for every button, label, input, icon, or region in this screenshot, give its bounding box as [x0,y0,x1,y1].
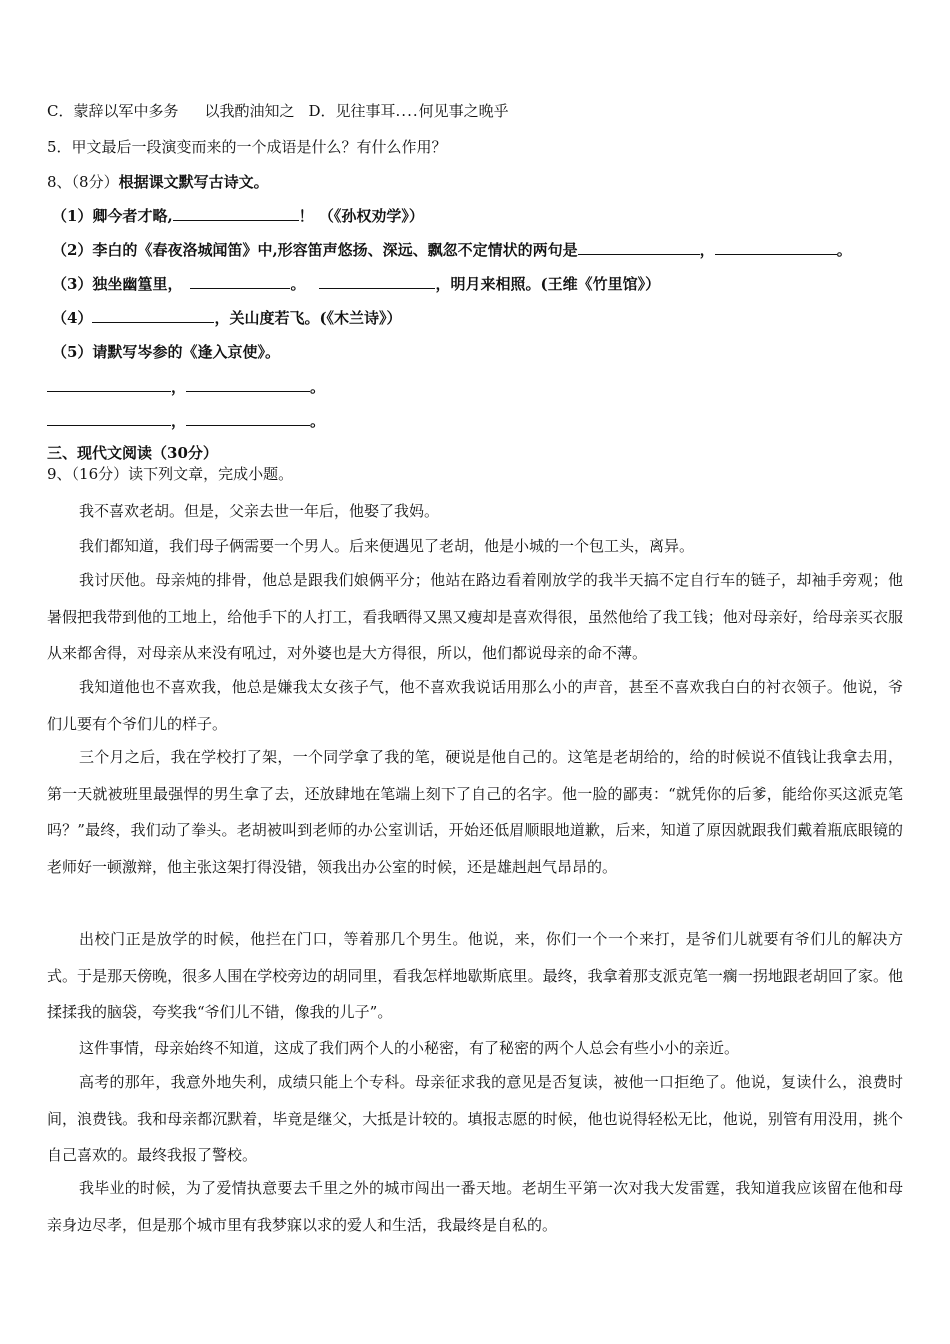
blank-end: 。 [310,412,326,430]
answer-blank[interactable] [186,410,310,426]
answer-blank[interactable] [186,376,310,392]
q9-header: 9、（16分）读下列文章，完成小题。 [47,465,294,483]
q8-header-num: 8、（8分） [47,173,119,191]
article-paragraph: 高考的那年，我意外地失利，成绩只能上个专科。母亲征求我的意见是否复读，被他一口拒绝了。他说，复读什么，浪费时间，浪费钱。我和母亲都沉默着，毕竟是继父，大抵是计较的。填报志愿的时候，他也说得轻松无比，他说，别管有用没用，挑个自己喜欢的。最终我报了警校。 [47,1073,903,1164]
q8-item-5: （5）请默写岑参的《逢入京使》。 [52,343,280,361]
q4-option-c: C．蒙辞以军中多务 [47,102,179,120]
blank-sep: ， [171,378,187,396]
section-3-title: 三、现代文阅读（30分） [47,444,218,462]
article-paragraph: 三个月之后，我在学校打了架，一个同学拿了我的笔，硬说是他自己的。这笔是老胡给的，给的时候说不值钱让我拿去用，第一天就被班里最强悍的男生拿了去，还放肆地在笔端上刻下了自己的名字。他一脸的鄙夷：“就凭你的后爹，能给你买这派克笔吗？”最终，我们动了拳头。老胡被叫到老师的办公室训话，开始还低眉顺眼地道歉，后来，知道了原因就跟我们戴着瓶底眼镜的老师好一顿激辩，他主张这架打得没错，领我出办公室的时候，还是雄赳赳气昂昂的。 [47,748,903,876]
q4-option-d-rest: 何见事之晚乎 [418,102,509,120]
q8-header [47,172,269,192]
answer-blank[interactable] [92,307,214,323]
article-paragraph: 出校门正是放学的时候，他拦在门口，等着那几个男生。他说，来，你们一个一个来打，是爷们儿就要有爷们儿的解决方式。于是那天傍晚，很多人围在学校旁边的胡同里，看我怎样地歇斯底里。最终，我拿着那支派克笔一瘸一拐地跟老胡回了家。他揉揉我的脑袋，夸奖我“爷们儿不错，像我的儿子”。 [47,930,903,1021]
q8-item-4 [52,307,402,328]
answer-blank[interactable] [319,273,435,289]
q5-question: 5．甲文最后一段演变而来的一个成语是什么？有什么作用？ [47,138,447,156]
article-paragraph: 我讨厌他。母亲炖的排骨，他总是跟我们娘俩平分；他站在路边看着刚放学的我半天搞不定自行车的链子，却袖手旁观；他暑假把我带到他的工地上，给他手下的人打工，看我晒得又黑又瘦却是喜欢得很，虽然他给了我工钱；他对母亲好，给母亲买衣服从来都舍得，对母亲从来没有吼过，对外婆也是大方得很，所以，他们都说母亲的命不薄。 [47,571,903,662]
answer-blank[interactable] [578,239,700,255]
answer-blank[interactable] [190,273,290,289]
q4-option-c2: 以我酌油知之 [204,102,295,120]
q8-item2-sep: ， [699,241,715,259]
answer-blank[interactable] [173,205,299,221]
answer-blank[interactable] [715,239,837,255]
q8-item1-text-b: ！ （《孙权劝学》） [298,207,424,225]
article-paragraph: 我毕业的时候，为了爱情执意要去千里之外的城市闯出一番天地。老胡生平第一次对我大发雷霆，我知道我应该留在他和母亲身边尽孝，但是那个城市里有我梦寐以求的爱人和生活，我最终是自私的。 [47,1179,903,1234]
q8-item-2 [52,239,852,260]
q8-item4-text-b: ，关山度若飞。(《木兰诗》） [214,309,402,327]
answer-blank[interactable] [47,410,171,426]
q4-options-line [47,101,509,121]
q8-item4-text-a: （4） [52,309,93,327]
q8-item-1 [52,205,424,226]
q8-item3-text-b: ，明月来相照。(王维《竹里馆》） [435,275,661,293]
article-paragraph: 我们都知道，我们母子俩需要一个男人。后来便遇见了老胡，他是小城的一个包工头，离异。 [79,537,695,555]
q4-option-d-dots: .... [395,102,419,120]
q8-item3-text-a: （3）独坐幽篁里， [52,275,183,293]
q8-item-3 [52,273,660,294]
q8-header-text: 根据课文默写古诗文。 [118,173,269,191]
q8-item5-blank-line-1 [47,376,325,397]
q8-item3-mid: 。 [290,275,306,293]
answer-blank[interactable] [47,376,171,392]
q8-item5-blank-line-2 [47,410,325,431]
q4-option-d-label: D．见往事耳 [308,102,396,120]
blank-sep: ， [171,412,187,430]
article-paragraph: 我不喜欢老胡。但是，父亲去世一年后，他娶了我妈。 [79,502,440,520]
q8-item1-text-a: （1）卿今者才略, [52,207,173,225]
blank-end: 。 [310,378,326,396]
q8-item2-text-a: （2）李白的《春夜洛城闻笛》中,形容笛声悠扬、深远、飘忽不定情状的两句是 [52,241,578,259]
q8-item2-end: 。 [836,241,852,259]
article-paragraph: 这件事情，母亲始终不知道，这成了我们两个人的小秘密，有了秘密的两个人总会有些小小的亲近。 [79,1039,740,1057]
article-paragraph: 我知道他也不喜欢我，他总是嫌我太女孩子气，他不喜欢我说话用那么小的声音，甚至不喜欢我白白的衬衣领子。他说，爷们儿要有个爷们儿的样子。 [47,678,903,733]
